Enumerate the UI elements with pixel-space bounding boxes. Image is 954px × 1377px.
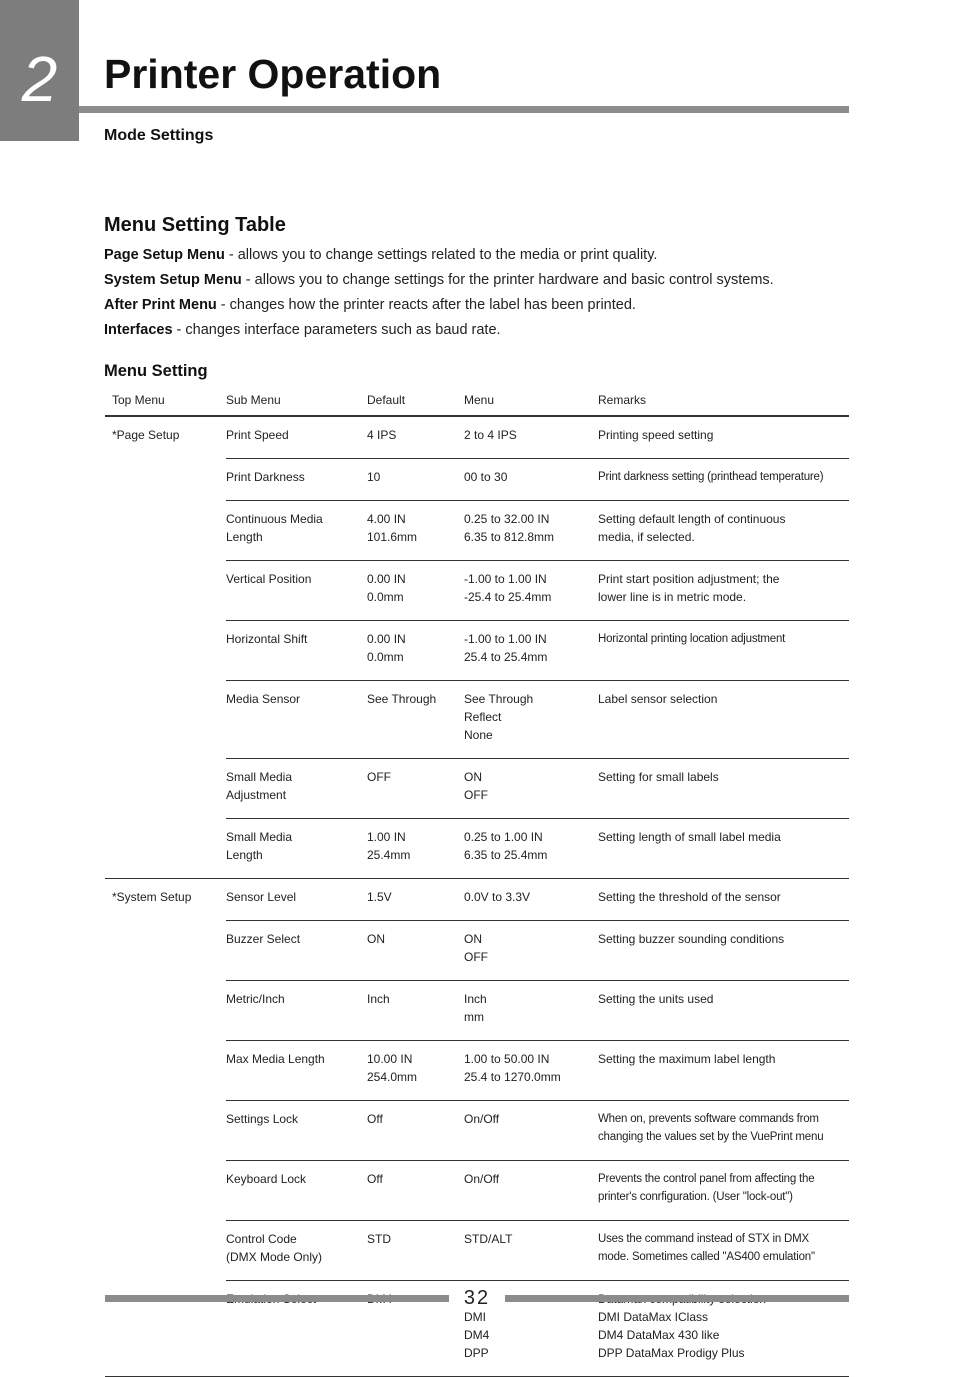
cell-line: Setting for small labels	[598, 770, 719, 784]
cell-line: printer's conrfiguration. (User "lock-out")	[598, 1191, 793, 1203]
table-row	[105, 681, 849, 759]
cell-line: Off	[367, 1112, 383, 1126]
cell-line: None	[464, 728, 493, 742]
cell-line: changing the values set by the VuePrint menu	[598, 1131, 824, 1143]
top-menu-cell	[105, 459, 226, 501]
cell-line: 10.00 IN	[367, 1052, 413, 1066]
column-header: Sub Menu	[226, 383, 367, 416]
top-menu-cell	[105, 561, 226, 621]
page-number: 32	[463, 1287, 491, 1309]
top-menu-cell	[105, 1041, 226, 1101]
chapter-number: 2	[21, 43, 58, 115]
menu-cell	[464, 1101, 598, 1161]
cell-line: Reflect	[464, 710, 502, 724]
column-header: Remarks	[598, 383, 849, 416]
table-row	[105, 759, 849, 819]
intro-term: Interfaces	[104, 322, 173, 338]
cell-line: Print Speed	[226, 428, 289, 442]
remarks-cell	[598, 561, 849, 621]
intro-term: Page Setup Menu	[104, 247, 225, 263]
table-row	[105, 501, 849, 561]
footer-rule-left	[105, 1295, 449, 1302]
table-row	[105, 921, 849, 981]
table-row	[105, 1161, 849, 1221]
top-menu-cell	[105, 501, 226, 561]
remarks-cell	[598, 759, 849, 819]
sub-menu-cell	[226, 1101, 367, 1161]
intro-term: System Setup Menu	[104, 272, 242, 288]
column-header: Default	[367, 383, 464, 416]
default-cell	[367, 1101, 464, 1161]
cell-line: Off	[367, 1172, 383, 1186]
chapter-tab	[0, 0, 79, 141]
remarks-cell	[598, 681, 849, 759]
intro-line-system-setup	[104, 268, 849, 293]
default-cell	[367, 459, 464, 501]
cell-line: DMI DataMax IClass	[598, 1310, 709, 1324]
intro-line-after-print	[104, 293, 849, 318]
sub-menu-cell	[226, 921, 367, 981]
default-cell	[367, 416, 464, 459]
cell-line: media, if selected.	[598, 530, 695, 544]
cell-line: Vertical Position	[226, 572, 312, 586]
menu-cell	[464, 1161, 598, 1221]
cell-line: mode. Sometimes called "AS400 emulation"	[598, 1251, 815, 1263]
table-row	[105, 1221, 849, 1281]
sub-menu-cell	[226, 561, 367, 621]
cell-line: 0.0V to 3.3V	[464, 890, 531, 904]
cell-line: -1.00 to 1.00 IN	[464, 632, 547, 646]
cell-line: 25.4mm	[367, 848, 411, 862]
cell-line: Label sensor selection	[598, 692, 718, 706]
cell-line: OFF	[464, 788, 488, 802]
remarks-cell	[598, 1161, 849, 1221]
title-rule	[79, 106, 849, 113]
top-menu-cell: *System Setup	[105, 879, 226, 921]
table-row	[105, 561, 849, 621]
table-row	[105, 416, 849, 459]
menu-cell	[464, 501, 598, 561]
cell-line: Keyboard Lock	[226, 1172, 307, 1186]
sub-menu-cell	[226, 1161, 367, 1221]
menu-cell	[464, 459, 598, 501]
cell-line: See Through	[464, 692, 534, 706]
top-menu-cell	[105, 1221, 226, 1281]
sub-menu-cell	[226, 621, 367, 681]
cell-line: ON	[367, 932, 385, 946]
top-menu-cell	[105, 819, 226, 879]
intro-text: - changes interface parameters such as baud rate.	[172, 322, 501, 338]
menu-cell	[464, 681, 598, 759]
cell-line: Continuous Media	[226, 512, 323, 526]
menu-cell	[464, 416, 598, 459]
sub-menu-cell	[226, 501, 367, 561]
cell-line: Print Darkness	[226, 470, 305, 484]
cell-line: 0.25 to 1.00 IN	[464, 830, 543, 844]
cell-line: DPP	[464, 1346, 489, 1360]
cell-line: 0.25 to 32.00 IN	[464, 512, 550, 526]
table-row	[105, 879, 849, 921]
cell-line: On/Off	[464, 1172, 500, 1186]
top-menu-cell	[105, 1161, 226, 1221]
default-cell	[367, 1041, 464, 1101]
cell-line: 0.00 IN	[367, 572, 406, 586]
cell-line: lower line is in metric mode.	[598, 590, 747, 604]
table-row	[105, 459, 849, 501]
cell-line: Sensor Level	[226, 890, 297, 904]
menu-cell	[464, 1221, 598, 1281]
intro-paragraph	[104, 243, 849, 343]
remarks-cell	[598, 981, 849, 1041]
cell-line: 0.00 IN	[367, 632, 406, 646]
cell-line: 4.00 IN	[367, 512, 406, 526]
top-menu-cell	[105, 621, 226, 681]
table-row	[105, 1101, 849, 1161]
menu-cell	[464, 819, 598, 879]
cell-line: 4 IPS	[367, 428, 397, 442]
menu-cell	[464, 981, 598, 1041]
sub-menu-cell	[226, 759, 367, 819]
table-row	[105, 621, 849, 681]
default-cell	[367, 681, 464, 759]
default-cell	[367, 981, 464, 1041]
cell-line: Setting buzzer sounding conditions	[598, 932, 785, 946]
cell-line: 6.35 to 812.8mm	[464, 530, 555, 544]
cell-line: 10	[367, 470, 381, 484]
cell-line: See Through	[367, 692, 437, 706]
cell-line: Settings Lock	[226, 1112, 299, 1126]
default-cell	[367, 621, 464, 681]
footer-rule-right	[505, 1295, 849, 1302]
cell-line: 00 to 30	[464, 470, 508, 484]
cell-line: Setting the maximum label length	[598, 1052, 776, 1066]
column-header: Menu	[464, 383, 598, 416]
cell-line: Metric/Inch	[226, 992, 285, 1006]
table-row	[105, 1041, 849, 1101]
cell-line: 1.00 IN	[367, 830, 406, 844]
top-menu-cell: *Page Setup	[105, 416, 226, 459]
cell-line: 254.0mm	[367, 1070, 418, 1084]
sub-menu-cell	[226, 879, 367, 921]
menu-setting-table	[105, 383, 849, 1377]
default-cell	[367, 759, 464, 819]
cell-line: 1.00 to 50.00 IN	[464, 1052, 550, 1066]
cell-line: -1.00 to 1.00 IN	[464, 572, 547, 586]
cell-line: Prevents the control panel from affecting the	[598, 1173, 815, 1185]
sub-menu-cell	[226, 416, 367, 459]
cell-line: Control Code	[226, 1232, 297, 1246]
column-header: Top Menu	[105, 383, 226, 416]
remarks-cell	[598, 501, 849, 561]
cell-line: Max Media Length	[226, 1052, 325, 1066]
intro-text: - allows you to change settings related to the media or print quality.	[224, 247, 658, 263]
cell-line: STD/ALT	[464, 1232, 513, 1246]
cell-line: Printing speed setting	[598, 428, 714, 442]
intro-text: - allows you to change settings for the printer hardware and basic control systems.	[241, 272, 774, 288]
cell-line: Media Sensor	[226, 692, 301, 706]
cell-line: DMI	[464, 1310, 486, 1324]
menu-cell	[464, 561, 598, 621]
cell-line: Print start position adjustment; the	[598, 572, 780, 586]
default-cell	[367, 921, 464, 981]
cell-line: ON	[464, 932, 482, 946]
cell-line: DM4	[464, 1328, 490, 1342]
remarks-cell	[598, 879, 849, 921]
sub-menu-cell	[226, 681, 367, 759]
cell-line: Length	[226, 530, 263, 544]
cell-line: 0.0mm	[367, 590, 404, 604]
cell-line: mm	[464, 1010, 484, 1024]
page-title: Printer Operation	[104, 51, 442, 97]
cell-line: On/Off	[464, 1112, 500, 1126]
intro-text: - changes how the printer reacts after the label has been printed.	[216, 297, 636, 313]
cell-line: Print darkness setting (printhead temperature)	[598, 471, 824, 483]
remarks-cell	[598, 1221, 849, 1281]
top-menu-cell	[105, 681, 226, 759]
table-row	[105, 981, 849, 1041]
sub-menu-cell	[226, 459, 367, 501]
remarks-cell	[598, 921, 849, 981]
default-cell	[367, 1221, 464, 1281]
top-menu-cell	[105, 981, 226, 1041]
cell-line: Uses the command instead of STX in DMX	[598, 1233, 809, 1245]
menu-cell	[464, 879, 598, 921]
sub-menu-cell	[226, 819, 367, 879]
remarks-cell	[598, 1101, 849, 1161]
default-cell	[367, 561, 464, 621]
remarks-cell	[598, 416, 849, 459]
cell-line: Inch	[464, 992, 487, 1006]
table-body	[105, 416, 849, 1377]
cell-line: 1.5V	[367, 890, 392, 904]
cell-line: 6.35 to 25.4mm	[464, 848, 548, 862]
cell-line: -25.4 to 25.4mm	[464, 590, 552, 604]
intro-term: After Print Menu	[104, 297, 217, 313]
menu-cell	[464, 921, 598, 981]
cell-line: Setting the units used	[598, 992, 714, 1006]
cell-line: Small Media	[226, 770, 293, 784]
remarks-cell	[598, 621, 849, 681]
default-cell	[367, 879, 464, 921]
menu-cell	[464, 621, 598, 681]
intro-line-interfaces	[104, 318, 849, 343]
remarks-cell	[598, 819, 849, 879]
table-title: Menu Setting	[104, 362, 208, 380]
sub-menu-cell	[226, 981, 367, 1041]
menu-cell	[464, 759, 598, 819]
cell-line: Setting the threshold of the sensor	[598, 890, 781, 904]
menu-cell	[464, 1041, 598, 1101]
top-menu-cell	[105, 921, 226, 981]
cell-line: 2 to 4 IPS	[464, 428, 517, 442]
table-row	[105, 819, 849, 879]
default-cell	[367, 819, 464, 879]
cell-line: When on, prevents software commands from	[598, 1113, 819, 1125]
cell-line: Setting default length of continuous	[598, 512, 786, 526]
cell-line: 101.6mm	[367, 530, 418, 544]
remarks-cell	[598, 459, 849, 501]
cell-line: Horizontal printing location adjustment	[598, 633, 786, 645]
intro-line-page-setup	[104, 243, 849, 268]
cell-line: (DMX Mode Only)	[226, 1250, 323, 1264]
cell-line: Adjustment	[226, 788, 287, 802]
top-menu-cell	[105, 1101, 226, 1161]
sub-menu-cell	[226, 1221, 367, 1281]
cell-line: Setting length of small label media	[598, 830, 781, 844]
remarks-cell	[598, 1041, 849, 1101]
default-cell	[367, 1161, 464, 1221]
cell-line: Inch	[367, 992, 390, 1006]
cell-line: 0.0mm	[367, 650, 404, 664]
cell-line: Small Media	[226, 830, 293, 844]
cell-line: Length	[226, 848, 263, 862]
default-cell	[367, 501, 464, 561]
cell-line: DPP DataMax Prodigy Plus	[598, 1346, 745, 1360]
cell-line: DM4 DataMax 430 like	[598, 1328, 720, 1342]
cell-line: OFF	[367, 770, 391, 784]
cell-line: ON	[464, 770, 482, 784]
section-label: Mode Settings	[104, 127, 214, 144]
cell-line: Horizontal Shift	[226, 632, 308, 646]
cell-line: Buzzer Select	[226, 932, 301, 946]
cell-line: 25.4 to 1270.0mm	[464, 1070, 561, 1084]
cell-line: OFF	[464, 950, 488, 964]
cell-line: STD	[367, 1232, 391, 1246]
table-heading: Menu Setting Table	[104, 214, 286, 236]
table-header-row	[105, 383, 849, 416]
cell-line: 25.4 to 25.4mm	[464, 650, 548, 664]
sub-menu-cell	[226, 1041, 367, 1101]
top-menu-cell	[105, 759, 226, 819]
